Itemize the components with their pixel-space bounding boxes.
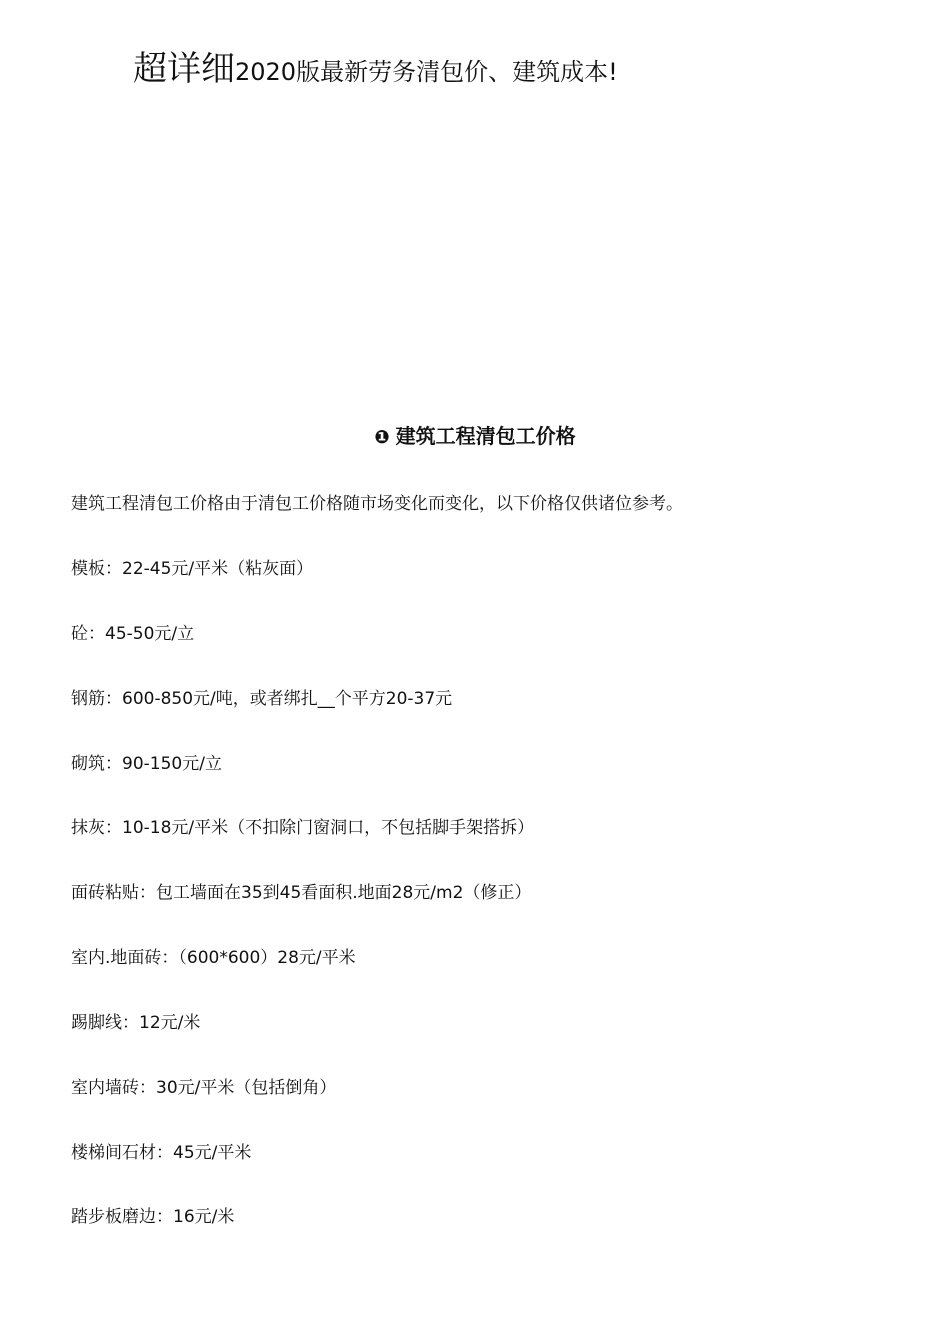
document-title — [133, 49, 618, 89]
title-main: 2020版最新劳务清包价、建筑成本! — [235, 58, 618, 86]
price-item-formwork: 模板：22-45元/平米（粘灰面） — [71, 559, 314, 579]
price-item-plastering: 抹灰：10-18元/平米（不扣除门窗洞口，不包括脚手架搭拆） — [71, 818, 535, 838]
section-heading — [0, 420, 950, 449]
title-prefix: 超详细 — [133, 49, 235, 89]
price-item-rebar: 钢筋：600-850元/吨，或者绑扎__个平方20-37元 — [71, 689, 453, 709]
price-item-floor-tile: 室内.地面砖：（600*600）28元/平米 — [71, 948, 356, 968]
section-heading-text: 建筑工程清包工价格 — [395, 424, 576, 448]
price-item-tile-bonding: 面砖粘贴：包工墙面在35到45看面积.地面28元/m2（修正） — [71, 883, 532, 903]
price-item-step-edging: 踏步板磨边：16元/米 — [71, 1207, 235, 1227]
price-item-stair-stone: 楼梯间石材：45元/平米 — [71, 1143, 252, 1163]
price-item-skirting: 踢脚线：12元/米 — [71, 1013, 201, 1033]
price-item-concrete: 砼：45-50元/立 — [71, 624, 195, 644]
price-item-wall-tile: 室内墙砖：30元/平米（包括倒角） — [71, 1078, 337, 1098]
numbered-bullet-icon: ❶ — [374, 427, 390, 448]
intro-paragraph: 建筑工程清包工价格由于清包工价格随市场变化而变化，以下价格仅供诸位参考。 — [71, 494, 683, 514]
price-item-masonry: 砌筑：90-150元/立 — [71, 754, 222, 774]
